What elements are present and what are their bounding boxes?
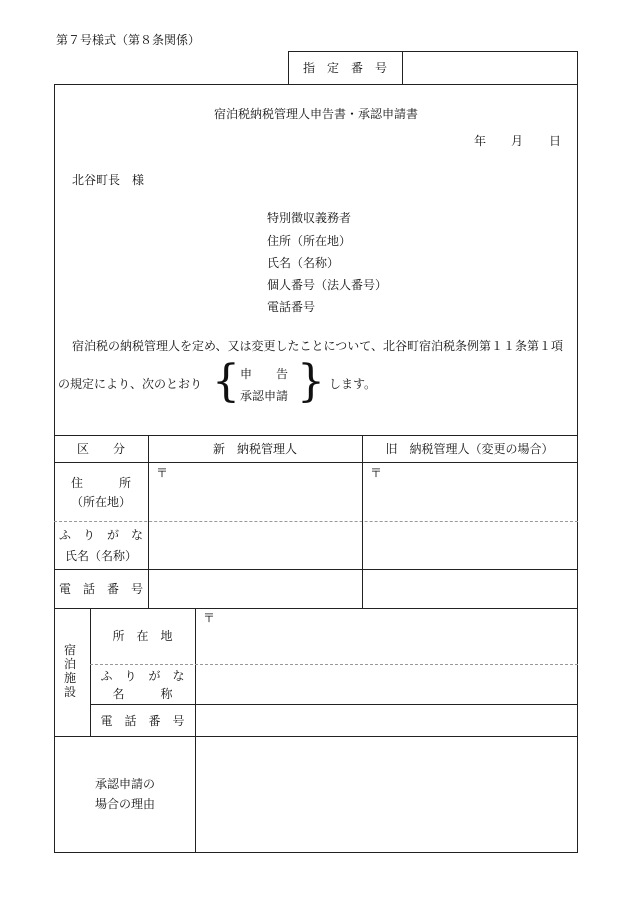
row-address-sublabel: （所在地）	[70, 495, 131, 509]
row-name-label: 氏名（名称）	[64, 549, 137, 563]
reason-label-line1: 承認申請の	[95, 777, 156, 791]
body-text-line1: 宿泊税の納税管理人を定め、又は変更したことについて、北谷町宿泊税条例第１１条第１項	[72, 339, 564, 353]
facility-furigana-label: ふ り が な	[100, 669, 185, 683]
date-day-label: 日	[549, 134, 562, 148]
facility-postal-mark: 〒	[203, 611, 216, 625]
collector-label: 特別徴収義務者	[267, 211, 352, 225]
body-text-line2-prefix: の規定により、次のとおり	[58, 377, 203, 391]
option-approval-request[interactable]: 承認申請	[240, 389, 289, 403]
collector-tel-label: 電話番号	[267, 300, 316, 314]
old-postal-mark: 〒	[370, 466, 383, 480]
facility-name-label: 名 称	[112, 687, 173, 701]
option-report[interactable]: 申 告	[240, 367, 289, 381]
form-title: 宿泊税納税管理人申告書・承認申請書	[213, 107, 418, 121]
facility-location-label: 所 在 地	[112, 629, 173, 643]
date-month-label: 月	[511, 134, 524, 148]
reason-label-line2: 場合の理由	[95, 797, 156, 811]
facility-label: 宿泊施設	[64, 643, 77, 699]
header-category: 区 分	[76, 442, 125, 456]
facility-tel-label: 電 話 番 号	[100, 714, 185, 728]
date-year-label: 年	[474, 134, 487, 148]
left-brace: {	[212, 356, 240, 407]
row-furigana-label: ふ り が な	[58, 528, 143, 542]
collector-name-label: 氏名（名称）	[267, 256, 340, 270]
row-tel-label: 電 話 番 号	[58, 582, 143, 596]
header-old-tax-manager: 旧 納税管理人（変更の場合）	[385, 442, 554, 456]
right-brace: }	[297, 356, 325, 407]
row-address-label: 住 所	[70, 476, 131, 490]
body-text-line2-suffix: します。	[329, 377, 377, 391]
header-new-tax-manager: 新 納税管理人	[212, 442, 297, 456]
new-postal-mark: 〒	[156, 466, 169, 480]
collector-address-label: 住所（所在地）	[267, 234, 352, 248]
addressee: 北谷町長 様	[72, 173, 145, 187]
form-number: 第７号様式（第８条関係）	[56, 33, 201, 47]
collector-id-label: 個人番号（法人番号）	[267, 278, 388, 292]
designation-number-label: 指 定 番 号	[302, 61, 387, 75]
